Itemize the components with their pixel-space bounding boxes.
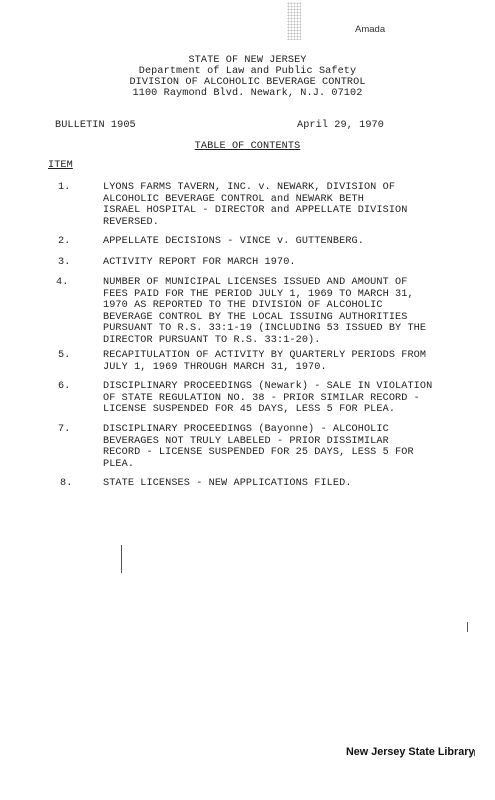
toc-item-number: 4.: [56, 277, 69, 288]
toc-item-number: 3.: [58, 257, 71, 268]
header-state: STATE OF NEW JERSEY: [188, 55, 307, 66]
toc-item-text: DISCIPLINARY PROCEEDINGS (Bayonne) - ALCOHOLIC BEVERAGES NOT TRULY LABELED - PRIOR DISSIMILAR RECORD - LICENSE SUSPENDED FOR 25 DAYS, LESS 5 FOR PLEA.: [103, 424, 414, 470]
toc-item-text: STATE LICENSES - NEW APPLICATIONS FILED.: [103, 478, 352, 489]
library-footer: New Jersey State Library: [346, 746, 475, 758]
scan-mark-line: [121, 545, 122, 573]
toc-item-text: APPELLATE DECISIONS - VINCE v. GUTTENBERG.: [103, 236, 364, 247]
bulletin-date: April 29, 1970: [297, 120, 384, 131]
item-column-heading: ITEM: [48, 160, 73, 171]
header-division: DIVISION OF ALCOHOLIC BEVERAGE CONTROL: [129, 77, 366, 88]
toc-item-text: RECAPITULATION OF ACTIVITY BY QUARTERLY PERIODS FROM JULY 1, 1969 THROUGH MARCH 31, 1970.: [103, 350, 427, 373]
toc-item-text: NUMBER OF MUNICIPAL LICENSES ISSUED AND AMOUNT OF FEES PAID FOR THE PERIOD JULY 1, 1969 TO MARCH 31, 1970 AS REPORTED TO THE DIVISION OF ALCOHOLIC BEVERAGE CONTROL BY THE LOCAL ISSUING AUTHORITIES PURSUANT TO R.S. 33:1-19 (INCLUDING 53 ISSUED BY THE DIRECTOR PURSUANT TO R.S. 33:1-20).: [103, 277, 427, 346]
scan-mark-line: [467, 622, 468, 632]
library-stamp-marks: [287, 2, 301, 40]
toc-item-text: ACTIVITY REPORT FOR MARCH 1970.: [103, 257, 296, 268]
toc-item-text: DISCIPLINARY PROCEEDINGS (Newark) - SALE IN VIOLATION OF STATE REGULATION NO. 38 - PRIOR SIMILAR RECORD - LICENSE SUSPENDED FOR 45 DAYS, LESS 5 FOR PLEA.: [103, 381, 433, 416]
toc-item-number: 1.: [58, 182, 71, 193]
toc-item-number: 5.: [58, 350, 71, 361]
bulletin-number: BULLETIN 1905: [55, 120, 136, 131]
toc-item-number: 8.: [60, 478, 73, 489]
toc-item-number: 2.: [58, 236, 71, 247]
toc-item-text: LYONS FARMS TAVERN, INC. v. NEWARK, DIVISION OF ALCOHOLIC BEVERAGE CONTROL and NEWARK BETH ISRAEL HOSPITAL - DIRECTOR and APPELLATE DIVISION REVERSED.: [103, 182, 408, 228]
toc-item-number: 6.: [58, 381, 71, 392]
toc-item-number: 7.: [58, 424, 71, 435]
table-of-contents-title: TABLE OF CONTENTS: [194, 141, 301, 152]
header-address: 1100 Raymond Blvd. Newark, N.J. 07102: [132, 88, 363, 99]
corner-handwritten-note: Amada: [355, 24, 386, 35]
header-department: Department of Law and Public Safety: [138, 66, 357, 77]
